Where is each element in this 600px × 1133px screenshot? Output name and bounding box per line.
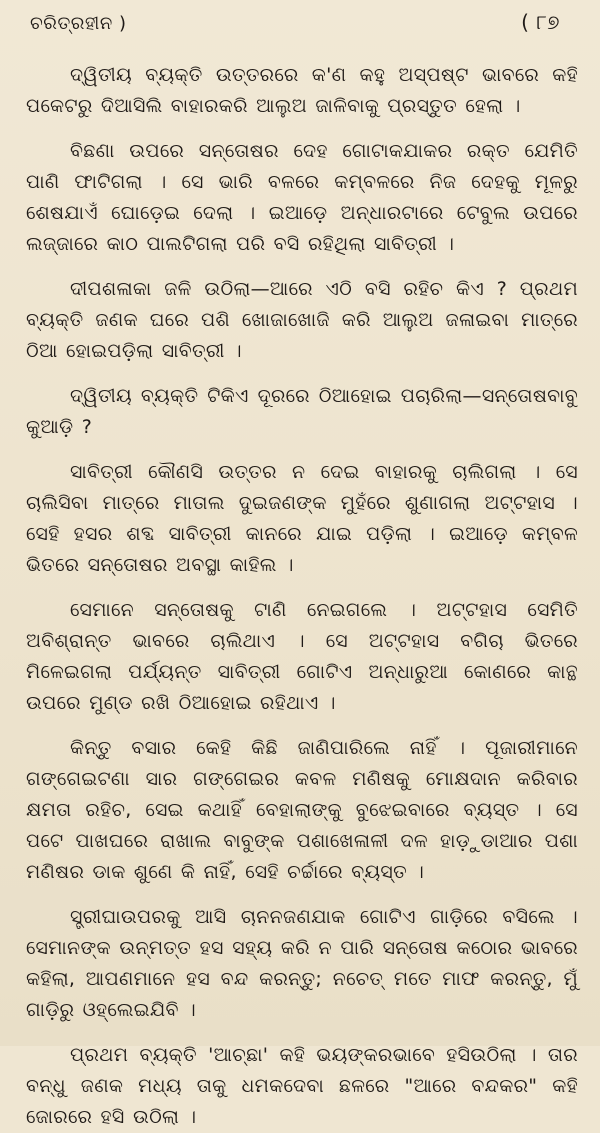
running-title: ଚରିତ୍ରହୀନ )	[30, 13, 127, 34]
paragraph: କିନ୍ତୁ ବସାର କେହି କିଛି ଜାଣିପାରିଲେ ନାହିଁ । ପୂଜାରୀମାନେ ଗଙ୍ଗେଇଟଣା ସାର ଗଙ୍ଗେଇର କବଳ ମଣିଷକୁ ମୋକ୍ଷଦାନ କରିବାର କ୍ଷମତା ରହିଚ, ସେଇ କଥାହିଁ ବେହାଲାଙ୍କୁ ବୁଝେଇବାରେ ବ୍ୟସ୍ତ । ସେ ପଟେ ପାଖଘରେ ରାଖାଲ ବାବୁଙ୍କ ପଶାଖେଳାଳୀ ଦଳ ହାଡ଼ୁଡାଆର ପଶା ମଣିଷର ଡାକ ଶୁଣେ କି ନାହିଁ, ସେହି ଚର୍ଚ୍ଚାରେ ବ୍ୟସ୍ତ ।	[26, 737, 578, 883]
paragraph: ଦୀପଶଳାକା ଜଳି ଉଠିଲା—ଆରେ ଏଠି ବସି ରହିଚ କିଏ ? ପ୍ରଥମ ବ୍ୟକ୍ତି ଜଣକ ଘରେ ପଶି ଖୋଜାଖୋଜି କରି ଆଲୁଅ ଜଳାଇବା ମାତ୍ରେ ଠିଆ ହୋଇପଡ଼ିଲା ସାବିତ୍ରୀ ।	[26, 278, 578, 362]
paragraph: ପ୍ରଥମ ବ୍ୟକ୍ତି 'ଆଚ୍ଛା' କହି ଭୟଙ୍କରଭାବେ ହସିଉଠିଲା । ତାର ବନ୍ଧୁ ଜଣକ ମଧ୍ୟ ତାକୁ ଧମକଦେବା ଛଳରେ "ଆରେ ବନ୍ଦକର" କହି ଜୋରରେ ହସି ଉଠିଲା ।	[26, 1044, 578, 1128]
paragraph: ଦ୍ୱିତୀୟ ବ୍ୟକ୍ତି ଟିକିଏ ଦୂରରେ ଠିଆହୋଇ ପଚାରିଲା—ସନ୍ତୋଷବାବୁ କୁଆଡ଼ି ?	[26, 385, 578, 438]
page-number: ( ୮୭	[521, 10, 560, 34]
body-text	[26, 60, 578, 1133]
paragraph: ସେମାନେ ସନ୍ତୋଷକୁ ଟାଣି ନେଇଗଲେ । ଅଟ୍ଟହାସ ସେମିତି ଅବିଶ୍ରାନ୍ତ ଭାବରେ ଚାଲିଥାଏ । ସେ ଅଟ୍ଟହାସ ବଗିଚା ଭିତରେ ମିଳେଇଗଲା ପର୍ଯ୍ୟନ୍ତ ସାବିତ୍ରୀ ଗୋଟିଏ ଅନ୍ଧାରୁଆ କୋଣରେ କାନ୍ଥ ଉପରେ ମୁଣ୍ଡ ରଖି ଠିଆହୋଇ ରହିଥାଏ ।	[26, 599, 578, 714]
running-header	[26, 10, 578, 40]
paragraph: ସାବିତ୍ରୀ କୌଣସି ଉତ୍ତର ନ ଦେଇ ବାହାରକୁ ଚାଲିଗଲା । ସେ ଚାଲିସିବା ମାତ୍ରେ ମାତାଲ ଦୁଇଜଣଙ୍କ ମୁହଁରେ ଶୁଣାଗଲା ଅଟ୍ଟହାସ । ସେହି ହସର ଶବ୍ଦ ସାବିତ୍ରୀ କାନରେ ଯାଇ ପଡ଼ିଲା । ଇଆଡ଼େ କମ୍ବଳ ଭିତରେ ସନ୍ତୋଷର ଅବସ୍ଥା କାହିଲ ।	[26, 461, 578, 576]
paragraph: ବିଛଣା ଉପରେ ସନ୍ତୋଷର ଦେହ ଗୋଟାକଯାକର ରକ୍ତ ଯେମିତି ପାଣି ଫାଟିଗଲା । ସେ ଭାରି ବଳରେ କମ୍ବଳରେ ନିଜ ଦେହକୁ ମୂଳରୁ ଶେଷଯାଏଁ ଘୋଡ଼େଇ ଦେଲା । ଇଆଡ଼େ ଅନ୍ଧାରଟାରେ ଟେବୁଲ ଉପରେ ଲଜ୍ଜାରେ କାଠ ପାଲଟିଗଲା ପରି ବସି ରହିଥିଲା ସାବିତ୍ରୀ ।	[26, 140, 578, 255]
paragraph: ଦ୍ୱିତୀୟ ବ୍ୟକ୍ତି ଉତ୍ତରରେ କ'ଣ କହୁ ଅସ୍ପଷ୍ଟ ଭାବରେ କହି ପକେଟରୁ ଦିଆସିଲି ବାହାରକରି ଆଲୁଅ ଜାଳିବାକୁ ପ୍ରସ୍ତୁତ ହେଲା ।	[26, 64, 578, 117]
paragraph: ସ୍ତ୍ରୀଘାଉପରକୁ ଆସି ଚାନନଜଣଯାକ ଗୋଟିଏ ଗାଡ଼ିରେ ବସିଲେ । ସେମାନଙ୍କ ଉନ୍ମତ୍ତ ହସ ସହ୍ୟ କରି ନ ପାରି ସନ୍ତୋଷ କଠୋର ଭାବରେ କହିଲା, ଆପଣମାନେ ହସ ବନ୍ଦ କରନ୍ତୁ; ନଚେତ୍ ମତେ ମାଫ କରନ୍ତୁ, ମୁଁ ଗାଡ଼ିରୁ ଓହ୍ଲେଇଯିବି ।	[26, 906, 578, 1021]
